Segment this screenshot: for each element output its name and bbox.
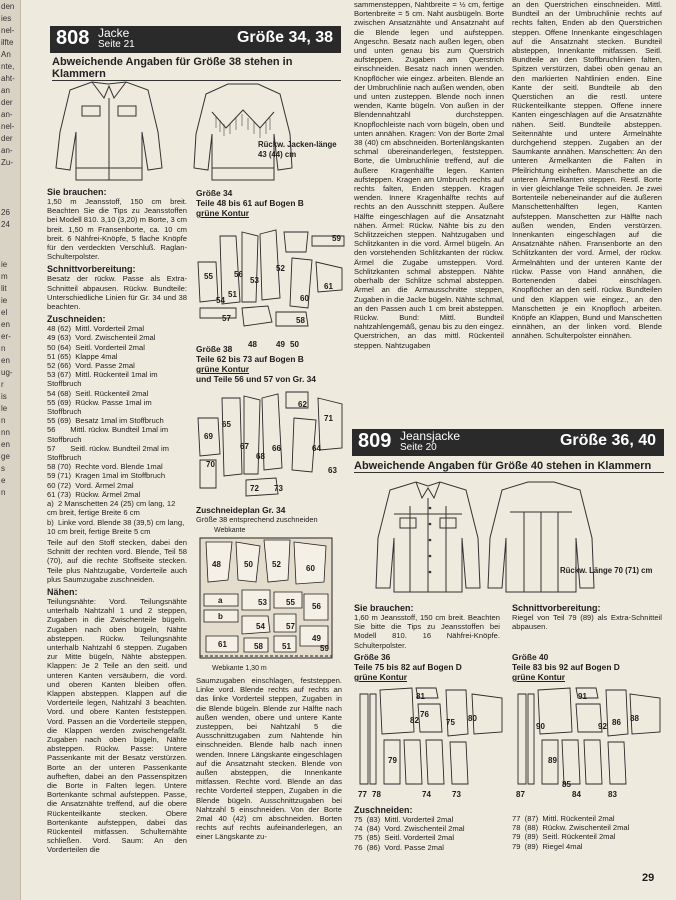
edge-fragment: ie: [1, 260, 8, 269]
edge-fragment: ge: [1, 452, 10, 461]
model-number: 809: [358, 430, 392, 452]
cut-list-row: 79 (89) Riegel 4mal: [512, 841, 583, 851]
cut-list-row: b) Linke vord. Blende 38 (39,5) cm lang, 10 cm breit, fertige Breite 5 cm: [47, 517, 187, 536]
jacket-809-illustration: [354, 478, 664, 596]
edge-fragment: er-: [1, 332, 11, 341]
edge-fragment: An: [1, 50, 11, 59]
cut-list: [47, 324, 187, 536]
pattern-piece-number: 82: [410, 716, 419, 725]
model-size: Größe 34, 38: [236, 29, 333, 46]
pattern-piece-number: 59: [320, 644, 329, 653]
cut-list-row: 48 (62) Mittl. Vorderteil 2mal: [47, 324, 145, 334]
edge-fragment: el: [1, 308, 8, 317]
size-40-pattern-pieces: [514, 684, 664, 796]
pattern-piece-number: 66: [272, 444, 281, 453]
pattern-piece-number: 65: [222, 420, 231, 429]
pattern-piece-number: 58: [254, 642, 263, 651]
model-page-ref: Seite 21: [98, 39, 135, 50]
pattern-piece-number: 48: [212, 560, 221, 569]
pattern-piece-number: 83: [608, 790, 617, 799]
edge-fragment: 26: [1, 208, 10, 217]
edge-fragment: lit: [1, 284, 7, 293]
cut-list-row: 77 (87) Mittl. Rückenteil 2mal: [512, 814, 615, 823]
edge-fragment: der: [1, 98, 13, 107]
size-36-pattern-title: Größe 36 Teile 75 bis 82 auf Bogen D grüne Kontur: [354, 652, 462, 682]
cutting-plan-label-length: Webkante 1,30 m: [212, 665, 267, 672]
pattern-piece-number: 90: [536, 722, 545, 731]
pattern-piece-number: 58: [296, 316, 305, 325]
cut-list-row: 50 (64) Seitl. Vorderteil 2mal: [47, 342, 145, 352]
edge-fragment: is: [1, 392, 7, 401]
model-809-materials: Sie brauchen: 1,60 m Jeansstoff, 150 cm breit. Beachten Sie bitte die Tips zu Jeansstoffen bei Modell 810. 16 Nähfrei-Knöpfe. Schulterpolster.: [354, 603, 500, 650]
pattern-piece-number: 55: [204, 272, 213, 281]
edge-fragment: n: [1, 344, 6, 353]
cut-list-row: 74 (84) Vord. Zwischenteil 2mal: [354, 824, 465, 834]
pattern-piece-number: 73: [452, 790, 461, 799]
model-808-subtitle: Abweichende Angaben für Größe 38 stehen in Klammern: [52, 56, 341, 81]
pattern-piece-number: 61: [324, 282, 333, 291]
pattern-piece-number: 87: [516, 790, 525, 799]
pattern-piece-number: 72: [250, 484, 259, 493]
pattern-piece-number: 57: [222, 314, 231, 323]
cut-list-row: 55 (69) Rückw. Passe 1mal im Stoffbruch: [47, 397, 154, 417]
model-809-preparation: Schnittvorbereitung: Riegel von Teil 79 (89) als Extra-Schnitteil abpausen.: [512, 603, 662, 632]
pattern-piece-number: 81: [416, 692, 425, 701]
pattern-piece-number: 61: [218, 640, 227, 649]
model-number: 808: [56, 27, 90, 49]
cut-list-row: 49 (63) Vord. Zwischenteil 2mal: [47, 333, 156, 343]
pattern-piece-number: 76: [420, 710, 429, 719]
model-name: Jeansjacke: [400, 429, 461, 443]
edge-fragment: ilfte: [1, 38, 14, 47]
pattern-piece-number: 69: [204, 432, 213, 441]
edge-fragment: der: [1, 134, 13, 143]
model-809-cut-list-right: [512, 814, 662, 851]
pattern-piece-number: 60: [300, 294, 309, 303]
cut-list-row: 52 (66) Vord. Passe 2mal: [47, 361, 135, 371]
pattern-piece-number: 59: [332, 234, 341, 243]
pattern-piece-number: 50: [290, 340, 299, 349]
pattern-piece-number: 86: [612, 718, 621, 727]
pattern-piece-number: 92: [598, 722, 607, 731]
pattern-piece-number: b: [218, 612, 223, 621]
edge-fragment: ie: [1, 296, 8, 305]
pattern-piece-number: 49: [312, 634, 321, 643]
pattern-piece-number: 52: [272, 560, 281, 569]
model-page-ref: Seite 20: [400, 442, 437, 453]
cut-list-row: 57 Seitl. rückw. Bundteil 2mal im Stoffbruch: [47, 443, 172, 463]
model-809-cut-list-left: Zuschneiden: 75 (83) Mittl. Vorderteil 2mal 74 (84) Vord. Zwischenteil 2mal 75 (85) Seitl. Vorderteil 2mal 76 (86) Vord. Passe 2mal: [354, 802, 504, 852]
cut-list-row: 79 (89) Seitl. Rückenteil 2mal: [512, 832, 616, 842]
edge-fragment: r: [1, 380, 4, 389]
pattern-piece-number: 80: [468, 714, 477, 723]
cut-list-row: 51 (65) Klappe 4mal: [47, 351, 118, 361]
cut-list-row: 55 (69) Besatz 1mal im Stoffbruch: [47, 416, 164, 426]
edge-fragment: nte,: [1, 62, 15, 71]
pattern-piece-number: 79: [388, 756, 397, 765]
pattern-piece-number: 54: [216, 296, 225, 305]
pattern-piece-number: 68: [256, 452, 265, 461]
model-808-sewing-column-3: an den Querstrichen einschneiden. Mittl. Bundteil an der Umbruchlinie rechts auf rechts falten, Enden ab den Querstrichen steppen. Offene Innenkante eingeschlagen auf die Ansatznaht stecken. Bundteil absteppen, Innenkante mitfassen. Seitl. Bundteile an den Stoffbruchlinien falten, Spitzen verstürzen, dabei oben genau an den markierten Nahtlinien enden. Eine Kante der seitl. Bundteile ab den Querstichen an die restl. untere Rückenteilkante steppen. Offene innere Kanten eingeschlagen auf die Ansatznähte nähen. Seitl. Bundteile absteppen. Seitennähte und untere Ärmelnähte durchgehend steppen. Zugaben an der Saumkante annähen. Manschetten: An den unteren Ärmelkanten die Falten in Pfeilrichtung einheften. Manschette an die unteren Ärmelkanten steppen. Restl. Borte in vier gleichlange Teile schneiden. Je zwei Bortenteile nebeneinander auf die äußeren Manschettenhälften legen, Kanten aufsteppen. Manschetten zur Hälfte nach außen wenden, Enden verstürzen. Innenkanten eingeschlagen auf die Ansatznähte nähen. Fransenborte an den Schlitzkanten der vord. Ärmel, der rückw. Ärmelnähten und der unteren Kante der rückw. Passe von Hand annähen, die Bortenenden dabei einschlagen. Knopflöcher an den seitl. rückw. Bundteilen und den Klappen wie eingez., an den Manschetten je ein Knopfloch arbeiten. Knöpfe an Klappen, Bund und Manschetten einnähen, an der linken vord. Blende annähen. Schulterpolster einnähen.: [512, 0, 662, 341]
pattern-piece-number: 53: [258, 598, 267, 607]
edge-fragment: en: [1, 320, 10, 329]
model-808-sewing-column-2: sammensteppen, Nahtbreite = ½ cm, fertige Bortenbreite = 5 cm. Naht ausbügeln. Borte zwischen Ansatznähte und Ansatznaht auf die Blende legen und aufsteppen. Angeschn. Besatz nach außen legen, oben und unten genau bis zum Querstrich aufsteppen. Zugaben am Querstrich einschneiden. Besatz nach innen wenden. Knopflöcher wie eingez. arbeiten. Blende an der Umbruchlinie nach außen wenden, oben und unten zusteppen. Blende noch innen wenden, Kante bügeln. Von außen in der Blendennahtzahl durchsteppen. Knopflochleiste nach vorn bügeln, oben und unten annähen. Kragen: Von der Borte 2mal 38 (40) cm abschneiden. Bortenlängskanten schmal übereinanderlegen, feststeppen. Borte, die Umbruchlinie treffend, auf die äußere Kragenhälfte legen. Kanten aufsteppen. Kragen am Umbruch rechts auf rechts falten, Enden steppen. Kragen wenden. Innere Kragenhälfte rechts auf rechts an den Ausschnitt steppen. Äußere Hälfte eingeschlagen auf die Ansatznaht nähen. Ärmel: Rückw. Nähte bis zu den Schlitzzeichen steppen. Nahtzugaben und Schlitzkanten in die vord. Ärmel bügeln. An den vorstehenden Schlitzkanten der rückw. Ärmel die Zugabe umsteppen. Vord. Schlitzkanten schmal absteppen. Nähte oberhalb der Schlitze schmal absteppen. Ärmel an die Armausschnitte steppen, Zugaben in die Jacke bügeln. Nähte schmal, an den Passen auch 1 cm breit absteppen. Rückw. Bund: Mittl. Bundteil nahtzahlengemäß, genau bis zu den eingez. Querstrichen, an das mittl. Rückenteil steppen. Nahtzugaben: [354, 0, 504, 350]
pattern-piece-number: 54: [256, 622, 265, 631]
model-809-header: [352, 429, 664, 456]
edge-fragment: nn: [1, 428, 10, 437]
model-808-header: [50, 26, 341, 53]
model-808-sewing-continued: Saumzugaben einschlagen, feststeppen. Linke vord. Blende rechts auf rechts an das linke Vorderteil steppen, Zugaben in die Blende bügeln. Blende zur Hälfte nach außen wenden, obere und untere Kante zusteppen, bei Nahtzahl 5 die Ausschnittzugaben zum Nahtende hin einschneiden. Blende halb nach innen wenden. Innere Längskante eingeschlagen auf die Ansatznaht stecken. Blende von außen absteppen, die Innenkante mitfassen. Rechte vord. Blende an das rechte Vorderteil steppen, Zugaben in die Blende bügeln. Ausschnittzugaben bei Nahtzahl 5 einschneiden. Von der Borte 2mal 40 (42) cm abschneiden. Borten rechts auf rechts aufeinanderlegen, an einer Längskante zu-: [196, 676, 342, 842]
pattern-piece-number: 78: [372, 790, 381, 799]
cut-list-row: 54 (68) Seitl. Rückenteil 2mal: [47, 388, 149, 398]
edge-fragment: le: [1, 404, 8, 413]
jacket-808-length-note: Rückw. Jacken-länge 43 (44) cm: [258, 140, 337, 159]
size-38-pattern-pieces: [196, 388, 346, 498]
jacket-809-length-note: Rückw. Länge 70 (71) cm: [560, 566, 653, 575]
pattern-piece-number: 73: [274, 484, 283, 493]
edge-fragment: an-: [1, 146, 13, 155]
page-number: 29: [642, 872, 655, 884]
pattern-piece-number: 91: [578, 692, 587, 701]
edge-fragment: ies: [1, 14, 12, 23]
pattern-piece-number: 64: [312, 444, 321, 453]
size-40-pattern-title: Größe 40 Teile 83 bis 92 auf Bogen D grüne Kontur: [512, 652, 620, 682]
pattern-piece-number: 57: [286, 622, 295, 631]
edge-fragment: nel-: [1, 26, 15, 35]
pattern-piece-number: 60: [306, 564, 315, 573]
edge-fragment: en: [1, 356, 10, 365]
cut-list-row: 76 (86) Vord. Passe 2mal: [354, 842, 444, 852]
edge-fragment: s: [1, 464, 5, 473]
pattern-piece-number: 84: [572, 790, 581, 799]
cut-list-row: 56 Mittl. rückw. Bundteil 1mal im Stoffbruch: [47, 425, 171, 444]
pattern-piece-number: 49: [276, 340, 285, 349]
pattern-piece-number: 51: [228, 290, 237, 299]
edge-fragment: n: [1, 416, 6, 425]
model-808-materials: Sie brauchen: 1,50 m Jeansstoff, 150 cm breit. Beachten Sie die Tips zu Jeansstoffen bei Modell 810. 3,10 (3,20) m Borte, 3 cm breit. 1,50 m Fransenborte, ca. 10 cm breit. 6 Nähfrei-Knöpfe, 5 flache Knöpfe für den verdeckten Verschluß. Raglan-Schulterpolster. Schnittvorbereitung: Besatz der rückw. Passe als Extra-Schnitteil abpausen. Rückw. Bundteile: Unterschiedliche Linien für Gr. 34 und 38 beachten. Zuschneiden: 48 (62) Mittl. Vorderteil 2mal 49 (63) Vord. Zwischenteil 2mal 50 (64) Seitl. Vorderteil 2mal 51 (65) Klappe 4mal 52 (66) Vord. Passe 2mal 53 (67) Mittl. Rückenteil 1mal im Stoffbruch 54 (68) Seitl. Rückenteil 2mal 55 (69) Rückw. Passe 1mal im Stoffbruch 55 (69) Besatz 1mal im Stoffbruch 56 Mittl. rückw. Bundteil 1mal im Stoffbruch 57 Seitl. rückw. Bundteil 2mal im Stoffbruch 58 (70) Rechte vord. Blende 1mal 59 (71) Kragen 1mal im Stoffbruch 60 (72) Vord. Ärmel 2mal 61 (73) Rückw. Ärmel 2mal a) 2 Manschetten 24 (25) cm lang, 12 cm breit, fertige Breite 6 cm b) Linke vord. Blende 38 (39,5) cm lang, 10 cm breit, fertige Breite 5 cm Teile auf den Stoff stecken, dabei den Schnitt der rechten vord. Blende, Teil 58 (70), auf die rechte Stoffseite stecken. Teile plus Nahtzugabe, Vorderteile auch plus Saumzugabe zuschneiden. Nähen: Teilungsnähte: Vord. Teilungsnähte unterhalb Nahtzahl 1 und 2 steppen, Zugaben in die Zwischenteile bügeln. Zugaben nach oben bügeln, Nähte absteppen. Rückw. Teilungsnähte unterhalb Nahtzahl 6 steppen. Zugaben zur Mitte bügeln, Nähte absteppen. Klappen: Je 2 Teile an den seitl. und unteren Kanten versäubern, die vord. und oberen Kanten bleiben offen. Klappen absteppen. Klappen auf die Vorderteile legen, Nahtzahl 3 beachten. Vord. und obere Kanten feststeppen. Vord. Passen an die Vorderteile steppen, die Klappen werden zwischengefaßt. Zugaben nach oben bügeln, Nähte absteppen. Rückw. Passe: Untere Passenkante mit der Besatz verstürzen. Borte an der unteren Passenkante aufheften, dabei an den Passenspitzen die Borte in Falten legen. Untere Bortenkante schmal aufsteppen. Passe, die Ansatznähte treffend, auf die obere Rückenteilkante stecken. Obere Bortenkante aufsteppen, dabei das Rückenteil mitfassen. Schulternähte schließen. Vord. Saum: An den Vorderteilen die: [47, 187, 187, 855]
pattern-piece-number: 51: [282, 642, 291, 651]
edge-fragment: nel-: [1, 122, 15, 131]
cut-list-row: 75 (85) Seitl. Vorderteil 2mal: [354, 833, 455, 843]
cut-list-row: a) 2 Manschetten 24 (25) cm lang, 12 cm breit, fertige Breite 6 cm: [47, 499, 178, 518]
pattern-piece-number: 56: [312, 602, 321, 611]
cut-list-row: 78 (88) Rückw. Zwischenteil 2mal: [512, 823, 630, 833]
pattern-piece-number: 56: [234, 270, 243, 279]
pattern-piece-number: 50: [244, 560, 253, 569]
pattern-piece-number: 71: [324, 414, 333, 423]
pattern-piece-number: 55: [286, 598, 295, 607]
edge-fragment: an: [1, 86, 10, 95]
cut-list-row: 61 (73) Rückw. Ärmel 2mal: [47, 489, 141, 499]
pattern-piece-number: 75: [446, 718, 455, 727]
cutting-plan-title: Zuschneideplan Gr. 34 Größe 38 entsprechend zuschneiden: [196, 505, 318, 524]
size-34-pattern-title: Größe 34 Teile 48 bis 61 auf Bogen B grüne Kontur: [196, 188, 304, 218]
edge-fragment: en: [1, 440, 10, 449]
edge-fragment: den: [1, 2, 15, 11]
size-38-pattern-title: Größe 38 Teile 62 bis 73 auf Bogen B grüne Kontur und Teile 56 und 57 von Gr. 34: [196, 344, 316, 384]
edge-fragment: an-: [1, 110, 13, 119]
cutting-plan-label-webkante: Webkante: [214, 527, 246, 534]
edge-fragment: n: [1, 488, 6, 497]
pattern-piece-number: 74: [422, 790, 431, 799]
pattern-piece-number: 77: [358, 790, 367, 799]
model-size: Größe 36, 40: [559, 432, 656, 449]
pattern-piece-number: 89: [548, 756, 557, 765]
edge-fragment: m: [1, 272, 8, 281]
jacket-808-illustration: [30, 72, 350, 187]
edge-fragment: 24: [1, 220, 10, 229]
pattern-piece-number: 85: [562, 780, 571, 789]
cut-list-row: 59 (71) Kragen 1mal im Stoffbruch: [47, 471, 166, 481]
pattern-piece-number: 52: [276, 264, 285, 273]
cut-list-row: 60 (72) Vord. Ärmel 2mal: [47, 480, 134, 490]
model-809-subtitle: Abweichende Angaben für Größe 40 stehen in Klammern: [354, 460, 664, 473]
edge-fragment: ug-: [1, 368, 13, 377]
pattern-piece-number: 62: [298, 400, 307, 409]
pattern-piece-number: a: [218, 596, 223, 605]
edge-fragment: e: [1, 476, 6, 485]
pattern-piece-number: 48: [248, 340, 257, 349]
model-name: Jacke: [98, 26, 130, 40]
previous-page-edge: [0, 0, 21, 900]
cut-list-row: 53 (67) Mittl. Rückenteil 1mal im Stoffbruch: [47, 370, 160, 389]
pattern-piece-number: 70: [206, 460, 215, 469]
pattern-piece-number: 63: [328, 466, 337, 475]
cut-list-row: 58 (70) Rechte vord. Blende 1mal: [47, 462, 163, 472]
pattern-piece-number: 67: [240, 442, 249, 451]
pattern-piece-number: 88: [630, 714, 639, 723]
cut-list-row: 75 (83) Mittl. Vorderteil 2mal: [354, 815, 454, 824]
pattern-piece-number: 53: [250, 276, 259, 285]
size-36-pattern-pieces: [356, 684, 506, 796]
edge-fragment: aht-: [1, 74, 15, 83]
edge-fragment: Zu-: [1, 158, 13, 167]
